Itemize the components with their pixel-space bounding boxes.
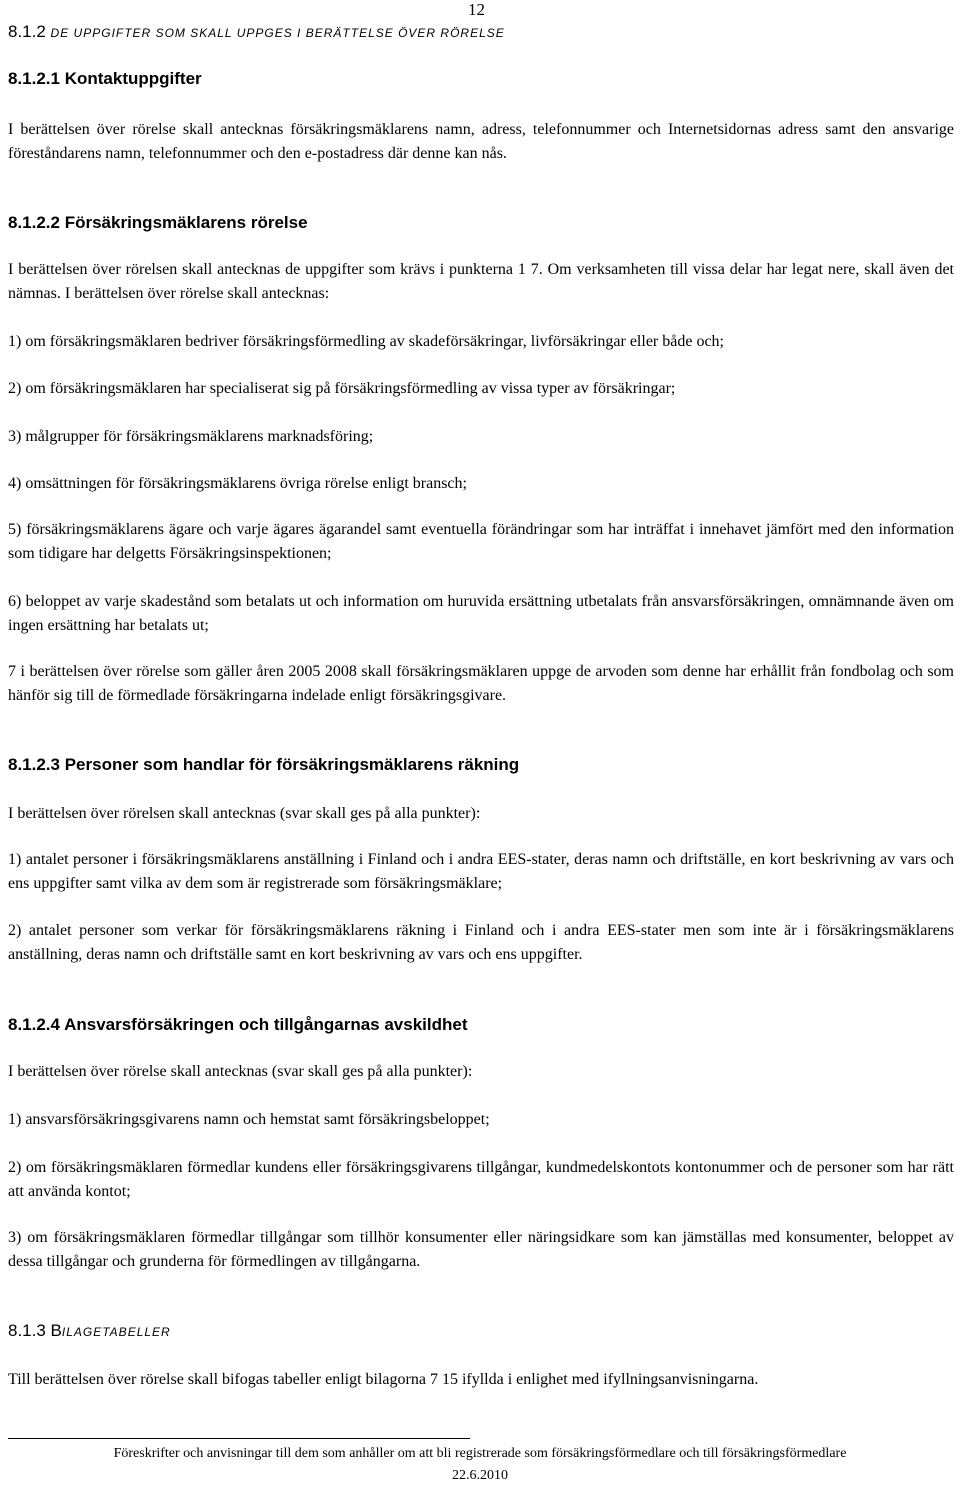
footer-divider bbox=[8, 1438, 470, 1439]
footer-text: Föreskrifter och anvisningar till dem som anhåller om att bli registrerade som försäkringsförmedlare och till försäkringsförmedlare bbox=[113, 1446, 847, 1461]
heading-forsakringsmaklarens-rorelse: 8.1.2.2 Försäkringsmäklarens rörelse bbox=[8, 213, 308, 232]
list-item-rorelse-7: 7 i berättelsen över rörelse som gäller åren 2005 2008 skall försäkringsmäklaren uppge de arvoden som denne har erhållit från fondbolag och som hänför sig till de förmedlade försäkringarna indelade enligt försäkringsgivare. bbox=[8, 663, 954, 704]
list-item-rorelse-3: 3) målgrupper för försäkringsmäklarens marknadsföring; bbox=[8, 428, 374, 445]
section-title-initial: B bbox=[50, 1321, 62, 1340]
section-number: 8.1.2 bbox=[8, 22, 46, 41]
list-item-ansvar-2: 2) om försäkringsmäklaren förmedlar kundens eller försäkringsgivarens tillgångar, kundmedelskontots kontonummer och de personer som har rätt att använda kontot; bbox=[8, 1159, 954, 1200]
page-number: 12 bbox=[468, 0, 485, 19]
list-item-rorelse-2: 2) om försäkringsmäklaren har specialiserat sig på försäkringsförmedling av vissa typer av försäkringar; bbox=[8, 380, 676, 397]
paragraph-bilagetabeller: Till berättelsen över rörelse skall bifogas tabeller enligt bilagorna 7 15 ifyllda i enlighet med ifyllningsanvisningarna. bbox=[8, 1371, 759, 1388]
heading-personer: 8.1.2.3 Personer som handlar för försäkringsmäklarens räkning bbox=[8, 755, 520, 774]
paragraph-rorelse-intro: I berättelsen över rörelsen skall antecknas de uppgifter som krävs i punkterna 1 7. Om verksamheten till vissa delar har legat nere, skall även det nämnas. I berättelsen över rörelse skall antecknas: bbox=[8, 261, 954, 302]
heading-kontaktuppgifter: 8.1.2.1 Kontaktuppgifter bbox=[8, 69, 202, 88]
section-heading-8-1-2 bbox=[8, 22, 505, 42]
section-title: ILAGETABELLER bbox=[61, 1325, 171, 1339]
list-item-ansvar-3: 3) om försäkringsmäklaren förmedlar tillgångar som tillhör konsumenter eller näringsidkare som kan jämställas med konsumenter, beloppet av dessa tillgångar och grunderna för förmedlingen av tillgångarna. bbox=[8, 1229, 954, 1270]
list-item-personer-2: 2) antalet personer som verkar för försäkringsmäklarens räkning i Finland och i andra EES-stater men som inte är i försäkringsmäklarens anställning, deras namn och driftställe samt en kort beskrivning av vars och ens uppgifter. bbox=[8, 922, 954, 963]
paragraph-kontaktuppgifter: I berättelsen över rörelse skall antecknas försäkringsmäklarens namn, adress, telefonnummer och Internetsidornas adress samt den ansvarige föreståndarens namn, telefonnummer och den e-postadress där denne kan nås. bbox=[8, 121, 954, 162]
heading-ansvarsforsakringen: 8.1.2.4 Ansvarsförsäkringen och tillgångarnas avskildhet bbox=[8, 1015, 468, 1034]
footer-date: 22.6.2010 bbox=[452, 1468, 508, 1483]
paragraph-ansvar-intro: I berättelsen över rörelse skall antecknas (svar skall ges på alla punkter): bbox=[8, 1063, 473, 1080]
section-title-initial: D bbox=[50, 26, 61, 40]
list-item-rorelse-5: 5) försäkringsmäklarens ägare och varje ägares ägarandel samt eventuella förändringar som har inträffat i innehavet jämfört med den information som tidigare har delgetts Försäkringsinspektionen; bbox=[8, 521, 954, 562]
section-heading-8-1-3 bbox=[8, 1321, 171, 1341]
list-item-personer-1: 1) antalet personer i försäkringsmäklarens anställning i Finland och i andra EES-stater, deras namn och driftställe, en kort beskrivning av vars och ens uppgifter samt vilka av dem som är registrerade som försäkringsmäklare; bbox=[8, 851, 954, 892]
paragraph-personer-intro: I berättelsen över rörelsen skall antecknas (svar skall ges på alla punkter): bbox=[8, 805, 481, 822]
list-item-rorelse-1: 1) om försäkringsmäklaren bedriver försäkringsförmedling av skadeförsäkringar, livförsäkringar eller både och; bbox=[8, 333, 724, 350]
list-item-rorelse-6: 6) beloppet av varje skadestånd som betalats ut och information om huruvida ersättning utbetalats från ansvarsförsäkringen, omnämnande även om ingen ersättning har betalats ut; bbox=[8, 593, 954, 634]
section-number: 8.1.3 bbox=[8, 1321, 46, 1340]
list-item-rorelse-4: 4) omsättningen för försäkringsmäklarens övriga rörelse enligt bransch; bbox=[8, 475, 467, 492]
list-item-ansvar-1: 1) ansvarsförsäkringsgivarens namn och hemstat samt försäkringsbeloppet; bbox=[8, 1111, 490, 1128]
section-title: E UPPGIFTER SOM SKALL UPPGES I BERÄTTELSE ÖVER RÖRELSE bbox=[60, 26, 505, 40]
